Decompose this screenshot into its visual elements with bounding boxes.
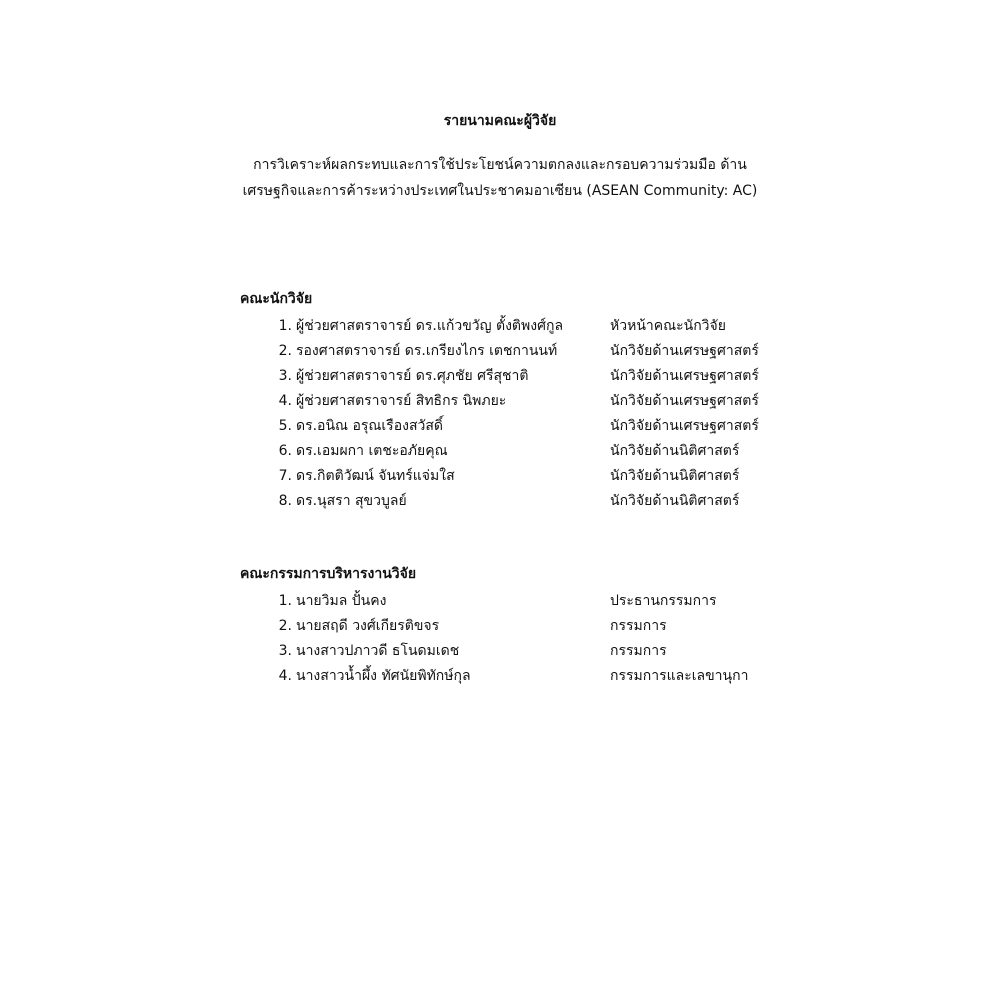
member-name: รองศาสตราจารย์ ดร.เกรียงไกร เตชกานนท์ — [296, 343, 558, 359]
member-name: นายสฤดี วงศ์เกียรติขจร — [296, 618, 440, 634]
item-number: 6. — [278, 443, 292, 459]
list-item — [240, 589, 800, 614]
item-number: 7. — [278, 468, 292, 484]
list-item — [240, 339, 800, 364]
member-name: ผู้ช่วยศาสตราจารย์ ดร.ศุภชัย ศรีสุชาติ — [296, 368, 529, 384]
subtitle-line-1: การวิเคราะห์ผลกระทบและการใช้ประโยชน์ความตกลงและกรอบความร่วมมือ ด้าน — [253, 157, 747, 173]
item-number: 1. — [278, 318, 292, 334]
member-role: กรรมการ — [610, 618, 667, 634]
item-number: 3. — [278, 643, 292, 659]
list-item — [240, 489, 800, 514]
member-name: ดร.นุสรา สุขวบูลย์ — [296, 493, 407, 509]
member-name: ดร.อนิณ อรุณเรืองสวัสดิ์ — [296, 418, 443, 434]
researchers-list — [240, 314, 800, 514]
member-role: ประธานกรรมการ — [610, 593, 717, 609]
subtitle-line-2: เศรษฐกิจและการค้าระหว่างประเทศในประชาคมอาเซียน (ASEAN Community: AC) — [242, 183, 758, 199]
item-number: 4. — [278, 668, 292, 684]
member-name: ดร.กิตติวัฒน์ จันทร์แจ่มใส — [296, 468, 455, 484]
list-item — [240, 364, 800, 389]
member-role: นักวิจัยด้านนิติศาสตร์ — [610, 443, 740, 459]
researchers-heading: คณะนักวิจัย — [240, 291, 313, 307]
list-item — [240, 664, 800, 689]
committee-heading: คณะกรรมการบริหารงานวิจัย — [240, 566, 417, 582]
researchers-section — [240, 288, 800, 514]
member-role: นักวิจัยด้านเศรษฐศาสตร์ — [610, 418, 759, 434]
member-role: นักวิจัยด้านนิติศาสตร์ — [610, 493, 740, 509]
list-item — [240, 439, 800, 464]
member-role: นักวิจัยด้านนิติศาสตร์ — [610, 468, 740, 484]
list-item — [240, 314, 800, 339]
list-item — [240, 639, 800, 664]
item-number: 3. — [278, 368, 292, 384]
member-name: นายวิมล ปั้นคง — [296, 593, 387, 609]
list-item — [240, 464, 800, 489]
item-number: 2. — [278, 343, 292, 359]
item-number: 5. — [278, 418, 292, 434]
page-title: รายนามคณะผู้วิจัย — [443, 113, 557, 129]
committee-section — [240, 563, 800, 689]
list-item — [240, 614, 800, 639]
member-role: นักวิจัยด้านเศรษฐศาสตร์ — [610, 393, 759, 409]
member-name: ดร.เอมผกา เตชะอภัยคุณ — [296, 443, 448, 459]
member-role: กรรมการและเลขานุกา — [610, 668, 749, 684]
member-name: นางสาวน้ำผึ้ง ทัศนัยพิทักษ์กุล — [296, 668, 471, 684]
member-role: นักวิจัยด้านเศรษฐศาสตร์ — [610, 368, 759, 384]
member-role: นักวิจัยด้านเศรษฐศาสตร์ — [610, 343, 759, 359]
list-item — [240, 414, 800, 439]
member-name: ผู้ช่วยศาสตราจารย์ ดร.แก้วขวัญ ตั้งติพงศ์กูล — [296, 318, 564, 334]
item-number: 1. — [278, 593, 292, 609]
item-number: 8. — [278, 493, 292, 509]
list-item — [240, 389, 800, 414]
member-role: หัวหน้าคณะนักวิจัย — [610, 318, 726, 334]
committee-list — [240, 589, 800, 689]
member-name: ผู้ช่วยศาสตราจารย์ สิทธิกร นิพภยะ — [296, 393, 507, 409]
item-number: 4. — [278, 393, 292, 409]
item-number: 2. — [278, 618, 292, 634]
document-subtitle — [0, 152, 1000, 204]
member-name: นางสาวปภาวดี ธโนดมเดช — [296, 643, 460, 659]
member-role: กรรมการ — [610, 643, 667, 659]
